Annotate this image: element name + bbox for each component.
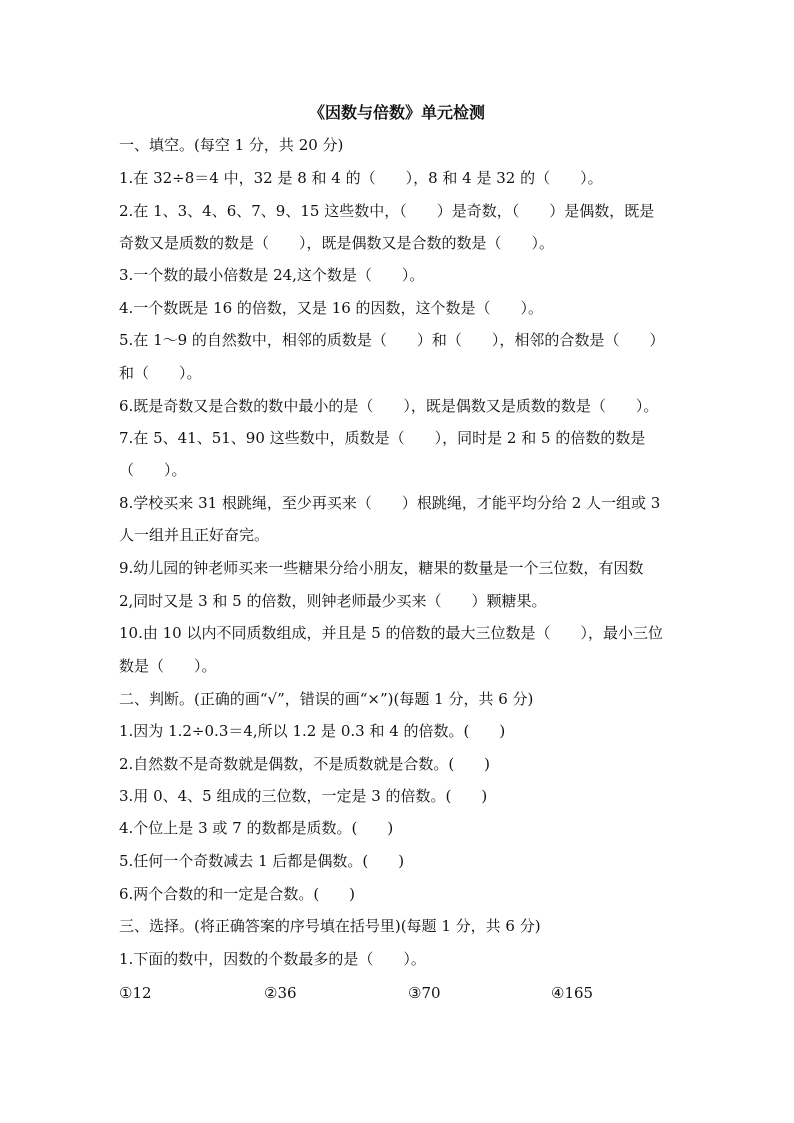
fill-question-line: 6.既是奇数又是合数的数中最小的是（ ），既是偶数又是质数的数是（ ）。 xyxy=(119,397,659,415)
fill-question-line: 9.幼儿园的钟老师买来一些糖果分给小朋友，糖果的数量是一个三位数，有因数 xyxy=(119,559,644,577)
choice-option: ②36 xyxy=(264,984,297,1002)
judge-question-line: 1.因为 1.2÷0.3＝4,所以 1.2 是 0.3 和 4 的倍数。( ) xyxy=(119,722,506,740)
judge-question-line: 2.自然数不是奇数就是偶数，不是质数就是合数。( ) xyxy=(119,755,491,773)
fill-question-line: 10.由 10 以内不同质数组成，并且是 5 的倍数的最大三位数是（ ），最小三位 xyxy=(119,624,664,642)
choice-options xyxy=(119,983,679,1003)
fill-question-line: 人一组并且正好奋完。 xyxy=(119,526,270,544)
fill-question-line: 5.在 1～9 的自然数中，相邻的质数是（ ）和（ ），相邻的合数是（ ） xyxy=(119,331,665,349)
section-heading-judge: 二、判断。(正确的画“√”，错误的画“×”)(每题 1 分，共 6 分) xyxy=(119,690,534,708)
choice-question-line: 1.下面的数中，因数的个数最多的是（ ）。 xyxy=(119,950,426,968)
fill-question-line: 2,同时又是 3 和 5 的倍数，则钟老师最少买来（ ）颗糖果。 xyxy=(119,592,547,610)
fill-question-line: 1.在 32÷8＝4 中，32 是 8 和 4 的（ ），8 和 4 是 32 的（ ）。 xyxy=(119,169,603,187)
fill-question-line: 8.学校买来 31 根跳绳，至少再买来（ ）根跳绳，才能平均分给 2 人一组或 3 xyxy=(119,494,661,512)
fill-question-line: 数是（ ）。 xyxy=(119,657,217,675)
section-heading-choice: 三、选择。(将正确答案的序号填在括号里)(每题 1 分，共 6 分) xyxy=(119,917,541,935)
judge-question-line: 3.用 0、4、5 组成的三位数，一定是 3 的倍数。( ) xyxy=(119,787,488,805)
choice-option: ①12 xyxy=(119,984,152,1002)
choice-option: ③70 xyxy=(408,984,441,1002)
judge-question-line: 6.两个合数的和一定是合数。( ) xyxy=(119,885,356,903)
choice-option: ④165 xyxy=(551,984,594,1002)
worksheet-title: 《因数与倍数》单元检测 xyxy=(308,103,485,122)
fill-question-line: 奇数又是质数的数是（ ），既是偶数又是合数的数是（ ）。 xyxy=(119,234,555,252)
judge-question-line: 4.个位上是 3 或 7 的数都是质数。( ) xyxy=(119,819,394,837)
fill-question-line: 4.一个数既是 16 的倍数，又是 16 的因数，这个数是（ ）。 xyxy=(119,299,544,317)
fill-question-line: 和（ ）。 xyxy=(119,364,202,382)
fill-question-line: 2.在 1、3、4、6、7、9、15 这些数中，（ ）是奇数，（ ）是偶数，既是 xyxy=(119,202,655,220)
section-heading-fill: 一、填空。(每空 1 分，共 20 分) xyxy=(119,136,344,154)
fill-question-line: 7.在 5、41、51、90 这些数中，质数是（ ），同时是 2 和 5 的倍数的数是 xyxy=(119,429,646,447)
fill-question-line: （ ）。 xyxy=(119,461,187,479)
judge-question-line: 5.任何一个奇数减去 1 后都是偶数。( ) xyxy=(119,852,405,870)
fill-question-line: 3.一个数的最小倍数是 24,这个数是（ ）。 xyxy=(119,266,425,284)
